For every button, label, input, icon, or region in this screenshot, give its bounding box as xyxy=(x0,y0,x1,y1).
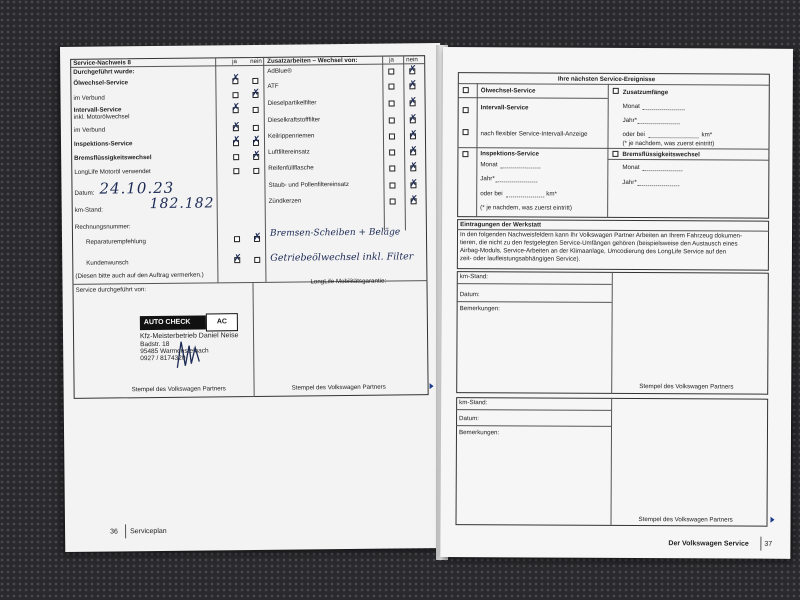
arrow-right-icon xyxy=(771,517,775,523)
checkbox[interactable] xyxy=(390,198,396,204)
checkbox[interactable] xyxy=(253,107,259,113)
stempel-left: Stempel des Volkswagen Partners xyxy=(131,385,226,394)
para-line-3: Airbag-Moduls, Service-Arbeiten an der Klimaanlage, Umcodierung des LongLife Service auf den xyxy=(459,247,727,256)
para-line-2: tieren, die nicht zu den festgelegten Service-Umfängen gehören (beispielsweise den Austausch eines xyxy=(459,239,738,248)
durchgefuehrt-label: Durchgeführt wurde: xyxy=(73,68,135,76)
checkbox[interactable] xyxy=(232,92,238,98)
checkbox[interactable] xyxy=(253,168,259,174)
check-mark-icon: ✗ xyxy=(408,96,418,108)
km-unit: km* xyxy=(701,131,713,139)
jahr-label: Jahr* xyxy=(622,116,638,125)
stamp-line-1: Kfz-Meisterbetrieb Daniel Neise xyxy=(140,332,239,341)
row-right-1: ATF xyxy=(267,82,279,90)
bemerkungen-2: Bemerkungen: xyxy=(458,429,500,437)
checkbox[interactable] xyxy=(462,151,468,157)
left-page-number: 36 xyxy=(110,528,118,536)
check-mark-icon: ✗ xyxy=(409,194,419,206)
right-page-number: 37 xyxy=(764,540,773,548)
check-mark-icon: ✗ xyxy=(409,145,418,157)
reparaturempfehlung-label: Reparaturempfehlung xyxy=(86,238,146,246)
check-mark-icon: ✗ xyxy=(408,64,417,76)
check-mark-icon: ✗ xyxy=(408,129,418,141)
jahr-label-2: Jahr* xyxy=(480,175,495,183)
km-stand-2: km-Stand: xyxy=(459,399,488,407)
oelwechsel-label: Ölwechsel-Service xyxy=(480,87,536,95)
right-footer-label: Der Volkswagen Service xyxy=(668,540,749,548)
check-mark-icon: ✗ xyxy=(231,121,241,133)
row-left-7: LongLife Motoröl verwendet xyxy=(74,168,151,176)
jahr-label-3: Jahr* xyxy=(622,178,637,187)
inspektion-label: Inspektions-Service xyxy=(480,150,539,158)
stamp-ac-icon: AC xyxy=(206,313,238,331)
row-right-3: Dieselkraftstofffilter xyxy=(267,116,321,124)
row-right-4: Keilrippenriemen xyxy=(267,132,315,140)
check-mark-icon: ✗ xyxy=(231,73,240,85)
oder-bei-label-2: oder bei xyxy=(480,190,503,198)
signature xyxy=(171,337,205,371)
left-page xyxy=(60,43,445,552)
checkbox[interactable] xyxy=(389,133,395,139)
arrow-right-icon xyxy=(430,383,434,389)
stamp-line-4: 0927 / 8174320 xyxy=(140,354,186,363)
intervall-label: Intervall-Service xyxy=(480,104,529,112)
datum-label: Datum: xyxy=(74,189,95,197)
checkbox[interactable] xyxy=(388,69,394,75)
checkbox[interactable] xyxy=(233,154,239,160)
checkbox[interactable] xyxy=(233,168,239,174)
rechnungsnummer-label: Rechnungsnummer: xyxy=(74,223,131,231)
row-right-6: Reifenfüllflasche xyxy=(268,164,314,172)
kundenwunsch-note: Getriebeölwechsel inkl. Filter xyxy=(270,251,414,264)
monat-label: Monat xyxy=(622,102,640,111)
checkbox[interactable] xyxy=(613,88,619,94)
checkbox[interactable] xyxy=(389,100,395,106)
stamp-line-2: Badstr. 18 xyxy=(140,340,170,349)
km-label: km-Stand: xyxy=(74,206,103,214)
left-header-title: Service-Nachweis 8 xyxy=(73,59,132,67)
left-page-label: Serviceplan xyxy=(130,527,167,536)
checkbox[interactable] xyxy=(253,125,259,131)
right-page xyxy=(440,47,793,559)
monat-label-2: Monat xyxy=(480,161,498,169)
row-left-0: Ölwechsel-Service xyxy=(73,79,129,87)
col-nein: nein xyxy=(250,57,262,66)
row-right-0: AdBlue® xyxy=(267,67,292,75)
row-left-3: inkl. Motorölwechsel xyxy=(73,113,130,121)
check-mark-icon: ✗ xyxy=(252,149,261,161)
checkbox[interactable] xyxy=(389,165,395,171)
hint-text: (Diesen bitte auch auf den Auftrag vermerken.) xyxy=(75,271,204,280)
km-stand-1: km-Stand: xyxy=(459,273,489,281)
checkbox[interactable] xyxy=(463,87,469,93)
col-ja-2: ja xyxy=(389,56,395,64)
nachdem-note-2: (* je nachdem, was zuerst eintritt) xyxy=(480,204,573,212)
para-line-4: zeit- oder laufleistungsabhängigen Service). xyxy=(459,255,581,263)
check-mark-icon: ✗ xyxy=(252,231,262,243)
bremsfl-label: Bremsflüssigkeitswechsel xyxy=(622,150,700,159)
bemerkungen-1: Bemerkungen: xyxy=(459,305,500,313)
right-header-title: Ihre nächsten Service-Ereignisse xyxy=(557,75,656,84)
km-value: 182.182 xyxy=(149,195,215,213)
checkbox[interactable] xyxy=(389,117,395,123)
check-mark-icon: ✗ xyxy=(408,113,418,125)
eintragungen-title: Eintragungen der Werkstatt xyxy=(460,221,542,229)
km-unit-2: km* xyxy=(546,190,557,198)
row-right-7: Staub- und Pollenfiltereinsatz xyxy=(268,180,349,189)
checkbox[interactable] xyxy=(254,257,260,263)
checkbox[interactable] xyxy=(389,149,395,155)
stempel-2: Stempel des Volkswagen Partners xyxy=(638,516,733,524)
reparatur-note: Bremsen-Scheiben + Beläge xyxy=(269,227,401,239)
datum-value: 24.10.23 xyxy=(99,178,175,198)
nachdem-note: (* je nachdem, was zuerst eintritt) xyxy=(622,139,715,148)
para-line-1: In den folgenden Nachweisfeldern kann Ihr Volkswagen Partner Arbeiten an Ihrem Fahrzeug dokumen- xyxy=(459,231,743,240)
check-mark-icon: ✗ xyxy=(251,87,260,99)
flexibler-label: nach flexibler Service-Intervall-Anzeige xyxy=(480,130,588,138)
monat-label-3: Monat xyxy=(622,163,640,172)
zusatz-title: Zusatzarbeiten – Wechsel von: xyxy=(267,56,358,65)
checkbox[interactable] xyxy=(463,129,469,135)
row-left-5: Inspektions-Service xyxy=(73,140,133,148)
check-mark-icon: ✗ xyxy=(231,102,241,114)
datum-1: Datum: xyxy=(459,291,480,299)
row-right-2: Dieselpartikelfilter xyxy=(267,99,317,107)
datum-2: Datum: xyxy=(459,415,480,423)
checkbox[interactable] xyxy=(463,107,469,113)
col-nein-2: nein xyxy=(406,56,418,64)
checkbox[interactable] xyxy=(612,151,618,157)
check-mark-icon: ✗ xyxy=(409,161,418,173)
stamp-line-3: 95485 Warmensteinach xyxy=(140,347,209,356)
check-mark-icon: ✗ xyxy=(408,79,417,91)
checkbox[interactable] xyxy=(234,236,240,242)
check-mark-icon: ✗ xyxy=(233,253,242,265)
longlife-garantie-label: LongLife Mobilitätsgarantie: xyxy=(310,277,387,286)
row-left-6: Bremsflüssigkeitswechsel xyxy=(74,154,152,162)
col-ja: ja xyxy=(232,58,238,66)
checkbox[interactable] xyxy=(388,84,394,90)
checkbox[interactable] xyxy=(389,182,395,188)
row-left-1: im Verbund xyxy=(73,94,105,102)
check-mark-icon: ✗ xyxy=(231,135,241,147)
service-durch-label: Service durchgeführt von: xyxy=(75,286,147,294)
stempel-1: Stempel des Volkswagen Partners xyxy=(639,383,734,391)
check-mark-icon: ✗ xyxy=(251,134,261,146)
row-left-4: im Verbund xyxy=(73,126,106,134)
oder-bei-label: oder bei xyxy=(622,130,645,139)
row-right-5: Luftfiltereinsatz xyxy=(268,148,310,156)
checkbox[interactable] xyxy=(252,78,258,84)
kundenwunsch-label: Kundenwunsch xyxy=(86,259,129,267)
stempel-right: Stempel des Volkswagen Partners xyxy=(291,383,386,392)
check-mark-icon: ✗ xyxy=(409,178,418,190)
row-right-8: Zündkerzen xyxy=(268,197,302,205)
row-left-2: Intervall-Service xyxy=(73,106,122,114)
stamp-brand: AUTO CHECK xyxy=(143,318,191,327)
zusatzumfaenge-label: Zusatzumfänge xyxy=(622,88,669,97)
